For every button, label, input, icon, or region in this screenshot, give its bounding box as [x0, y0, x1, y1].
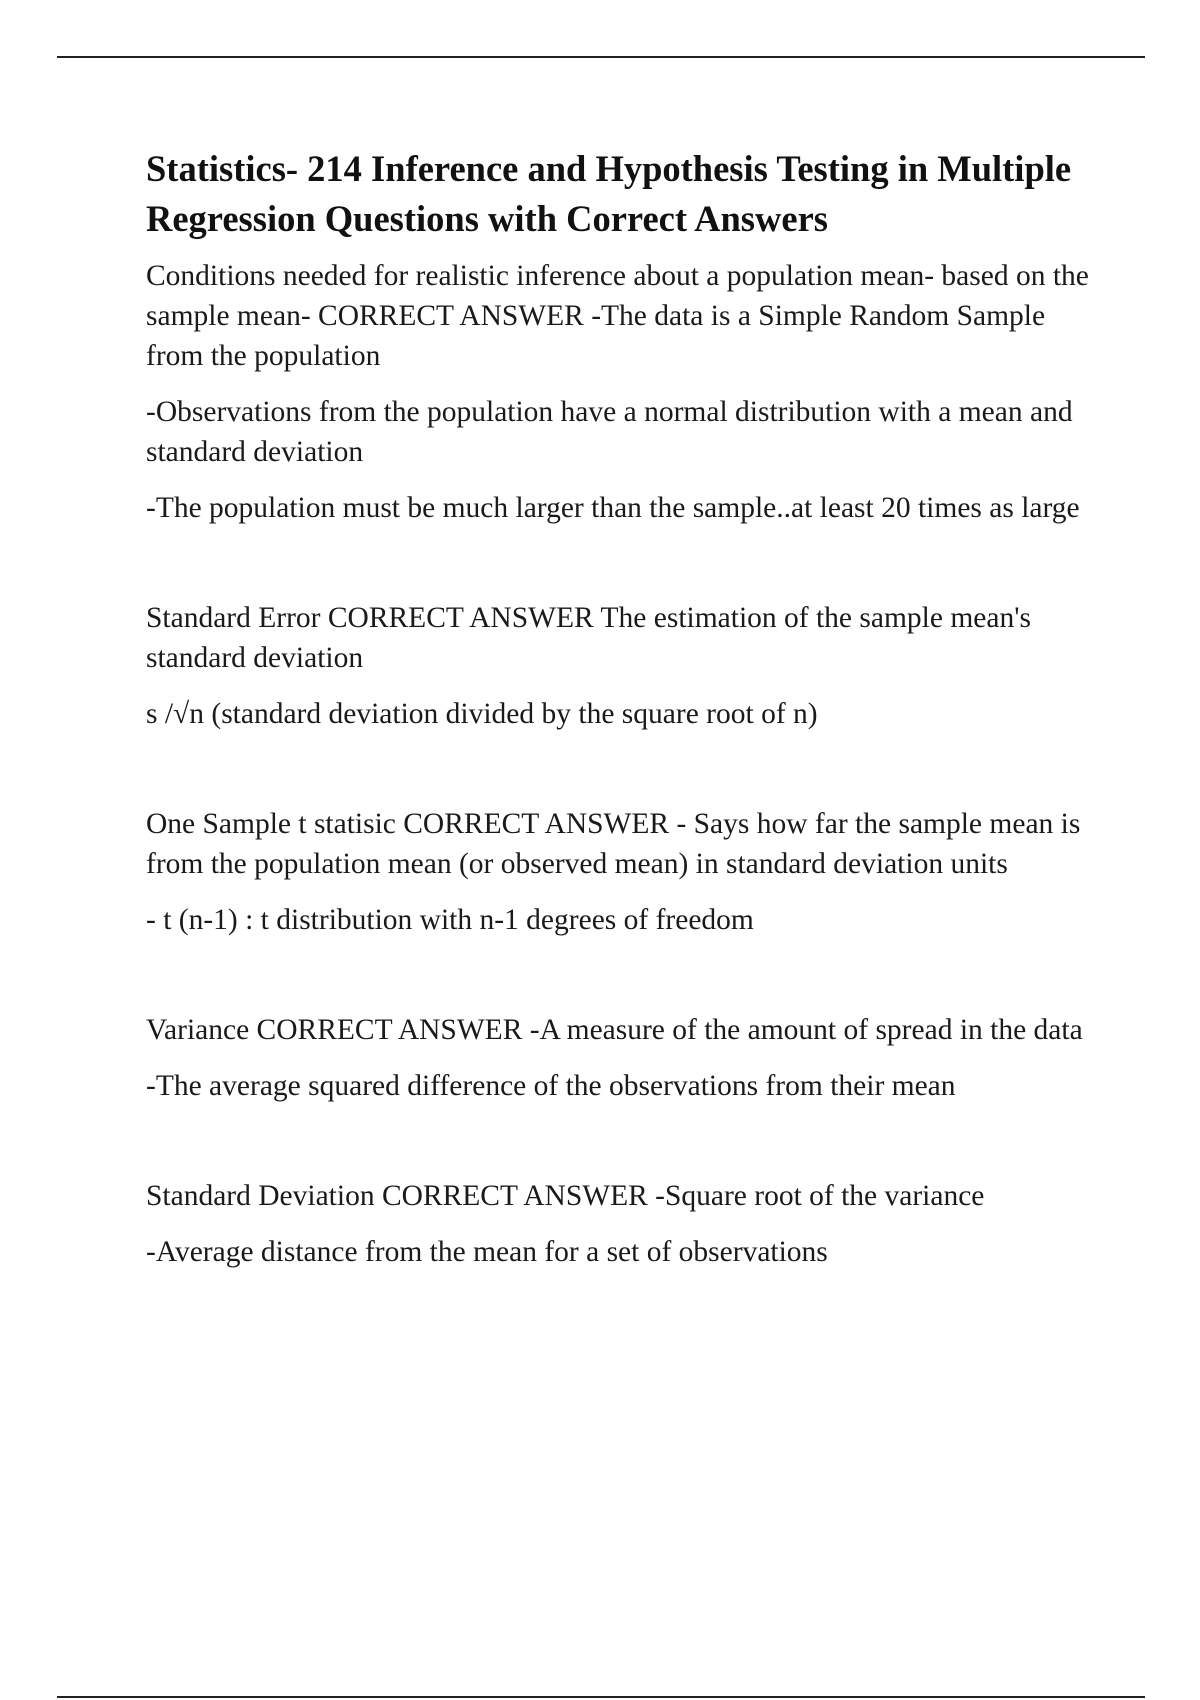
qa-question-answer: One Sample t statisic CORRECT ANSWER - Says how far the sample mean is from the population mean (or observed mean) in standard deviation units: [146, 808, 1081, 880]
qa-item-variance: [146, 1010, 1094, 1106]
qa-item-conditions-for-inference: [146, 256, 1094, 528]
document-body: [146, 144, 1094, 1288]
qa-answer-detail: -Average distance from the mean for a set of observations: [146, 1236, 828, 1268]
qa-question-answer: Variance CORRECT ANSWER -A measure of the amount of spread in the data: [146, 1014, 1083, 1046]
qa-answer-detail: -Observations from the population have a normal distribution with a mean and standard deviation: [146, 396, 1073, 468]
qa-list: [146, 256, 1094, 1272]
qa-answer-detail: s /√n (standard deviation divided by the square root of n): [146, 698, 818, 730]
qa-item-standard-deviation: [146, 1176, 1094, 1272]
qa-item-one-sample-t: [146, 804, 1094, 940]
qa-question-answer: Conditions needed for realistic inference about a population mean- based on the sample mean- CORRECT ANSWER -The data is a Simple Random Sample from the population: [146, 260, 1089, 372]
qa-question-answer: Standard Error CORRECT ANSWER The estimation of the sample mean's standard deviation: [146, 602, 1031, 674]
qa-answer-detail: - t (n-1) : t distribution with n-1 degrees of freedom: [146, 904, 754, 936]
qa-item-standard-error: [146, 598, 1094, 734]
qa-question-answer: Standard Deviation CORRECT ANSWER -Square root of the variance: [146, 1180, 985, 1212]
footer-rule: [57, 1696, 1145, 1698]
qa-answer-detail: -The average squared difference of the observations from their mean: [146, 1070, 956, 1102]
document-title: Statistics- 214 Inference and Hypothesis Testing in Multiple Regression Questions with Correct Answers: [146, 148, 1072, 239]
qa-answer-detail: -The population must be much larger than the sample..at least 20 times as large: [146, 492, 1080, 524]
header-rule: [57, 56, 1145, 58]
